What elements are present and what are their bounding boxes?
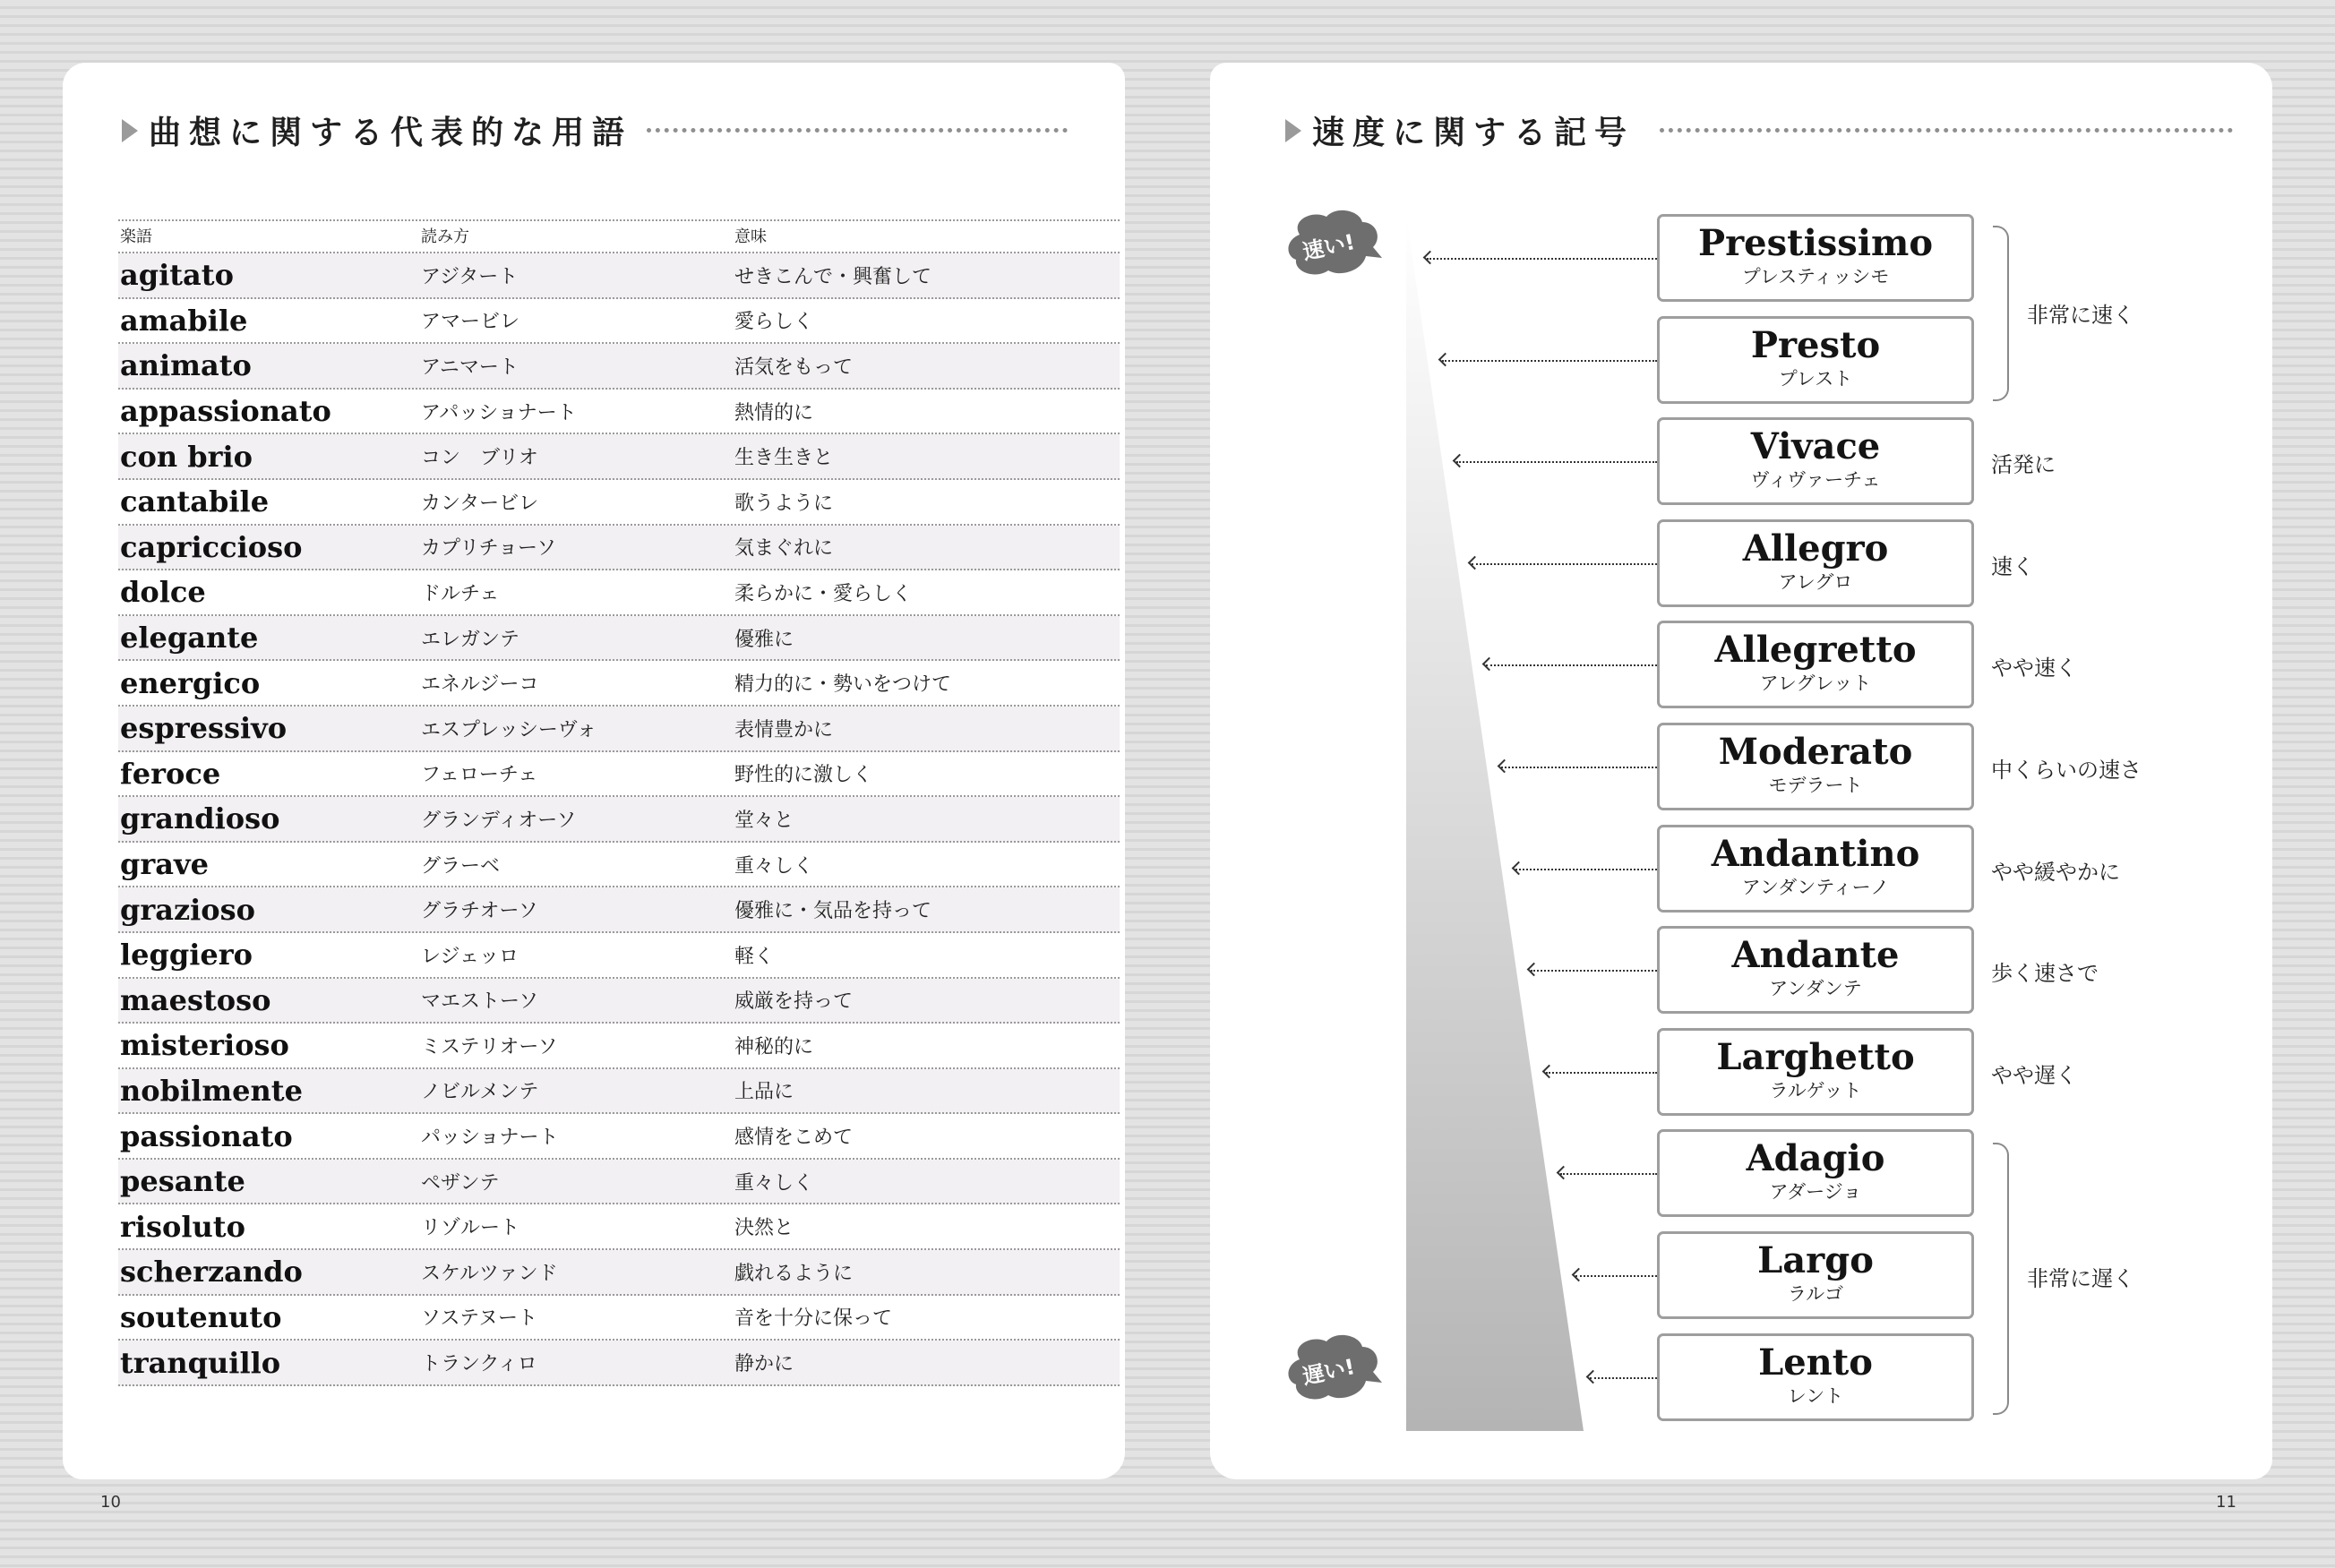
term-reading: エレガンテ [421,628,520,651]
term-name: agitato [120,258,234,293]
term-reading: アマービレ [421,311,520,334]
term-row [118,933,1120,979]
term-meaning: 表情豊かに [734,718,834,741]
term-reading: リゾルート [421,1217,520,1240]
term-row [118,843,1120,888]
term-name: energico [120,665,261,700]
term-meaning: 音を十分に保って [734,1307,893,1331]
term-row [118,1024,1120,1069]
tempo-arrow [1515,869,1657,870]
term-meaning: 活気をもって [734,356,854,379]
fast-bubble [1283,208,1384,279]
tempo-italian: Andantino [1711,832,1920,875]
tempo-arrow [1560,1173,1657,1175]
tempo-kana: ラルゴ [1787,1283,1844,1305]
term-name: espressivo [120,711,288,746]
term-meaning: 神秘的に [734,1035,814,1058]
tempo-kana: アレグレット [1759,673,1872,695]
header-meaning: 意味 [734,227,767,246]
term-name: feroce [120,756,221,791]
terms-table [118,219,1120,1386]
tempo-italian: Presto [1750,323,1881,366]
term-reading: ノビルメンテ [421,1081,539,1104]
tempo-italian: Larghetto [1716,1035,1915,1078]
term-reading: アパッショナート [421,401,577,424]
tempo-meaning: 中くらいの速さ [1991,758,2142,783]
left-title-text: 曲想に関する代表的な用語 [149,115,633,151]
term-row [118,707,1120,752]
term-reading: カプリチョーソ [421,537,557,561]
term-row [118,253,1120,299]
tempo-box [1657,214,1974,302]
tempo-box [1657,723,1974,810]
tempo-italian: Moderato [1718,731,1913,773]
term-row [118,887,1120,933]
left-page [63,63,1125,1479]
term-reading: パッショナート [421,1127,559,1150]
term-name: passionato [120,1118,293,1153]
tempo-meaning: やや速く [1991,655,2077,681]
term-row [118,752,1120,798]
tempo-kana: アンダンテ [1769,978,1862,1000]
tempo-arrow [1501,767,1657,768]
term-meaning: 野性的に激しく [734,764,873,787]
term-row [118,1160,1120,1205]
bracket-slow [1993,1143,2009,1415]
tempo-meaning: 活発に [1991,452,2056,478]
term-name: nobilmente [120,1073,303,1108]
tempo-arrow [1575,1275,1657,1277]
term-meaning: 柔らかに・愛らしく [734,582,913,605]
term-row [118,797,1120,843]
left-section-title [122,107,1068,153]
term-name: grazioso [120,892,255,927]
tempo-arrow [1427,258,1657,260]
term-name: soutenuto [120,1299,282,1334]
term-name: grave [120,847,209,882]
term-name: animato [120,348,252,383]
tempo-arrow [1590,1377,1657,1379]
tempo-italian: Vivace [1750,425,1881,468]
tempo-italian: Allegretto [1714,629,1917,672]
tempo-italian: Adagio [1746,1137,1885,1180]
title-dotted-rule [647,128,1068,133]
term-meaning: 戯れるように [734,1262,854,1285]
term-name: elegante [120,621,259,655]
tempo-kana: アダージョ [1769,1181,1862,1204]
tempo-kana: ヴィヴァーチェ [1750,469,1881,492]
bracket-fast [1993,226,2009,401]
tempo-meaning: やや緩やかに [1991,859,2120,885]
tempo-arrow [1531,970,1657,972]
term-name: dolce [120,575,206,610]
term-meaning: せきこんで・興奮して [734,265,932,288]
tempo-kana: モデラート [1768,775,1863,796]
term-meaning: 重々しく [734,1171,814,1195]
term-row [118,299,1120,345]
group-fast-label: 非常に速く [2027,303,2134,328]
tempo-italian: Prestissimo [1697,222,1934,264]
term-reading: ソステヌート [421,1307,538,1331]
term-meaning: 決然と [734,1217,794,1240]
term-meaning: 堂々と [734,809,794,832]
term-row [118,616,1120,662]
term-reading: マエストーソ [421,990,539,1014]
term-meaning: 優雅に・気品を持って [734,900,932,923]
term-meaning: 熱情的に [734,401,814,424]
tempo-kana: レント [1787,1384,1844,1407]
tempo-box [1657,926,1974,1014]
right-title-text: 速度に関する記号 [1312,115,1635,151]
term-meaning: 愛らしく [734,311,814,334]
term-row [118,1341,1120,1386]
term-name: pesante [120,1164,245,1199]
tempo-arrow [1472,563,1657,565]
term-reading: コン ブリオ [421,447,538,470]
term-meaning: 上品に [734,1081,794,1104]
term-meaning: 歌うように [734,492,834,515]
speed-wedge-shape [1406,215,1584,1431]
page-number-right: 11 [2216,1493,2236,1512]
term-row [118,1069,1120,1115]
term-name: misterioso [120,1028,289,1063]
tempo-italian: Andante [1731,934,1900,977]
term-reading: ドルチェ [421,582,500,605]
term-row [118,661,1120,707]
tempo-box [1657,621,1974,708]
tempo-box [1657,417,1974,505]
tempo-kana: アレグロ [1778,570,1853,593]
term-name: risoluto [120,1209,245,1244]
term-row [118,1296,1120,1341]
slow-bubble [1283,1332,1384,1404]
term-meaning: 気まぐれに [734,537,834,561]
term-row [118,570,1120,616]
term-row [118,390,1120,435]
term-reading: アジタート [421,265,519,288]
term-name: leggiero [120,938,253,973]
term-reading: グラーベ [421,854,501,878]
tempo-box [1657,519,1974,607]
term-row [118,344,1120,390]
page-number-left: 10 [100,1493,121,1512]
term-meaning: 静かに [734,1353,794,1376]
tempo-kana: プレスト [1778,367,1853,390]
tempo-italian: Lento [1758,1341,1873,1384]
term-reading: アニマート [421,356,519,379]
term-name: tranquillo [120,1345,281,1380]
term-meaning: 威厳を持って [734,990,854,1014]
terms-header-row [118,219,1120,253]
term-name: con brio [120,439,253,474]
header-term: 楽語 [120,227,152,246]
tempo-kana: アンダンティーノ [1741,876,1890,898]
term-name: maestoso [120,982,271,1017]
term-row [118,1114,1120,1160]
term-row [118,1204,1120,1250]
tempo-box [1657,1028,1974,1116]
tempo-box [1657,1231,1974,1319]
term-name: grandioso [120,801,280,836]
tempo-arrow [1546,1072,1657,1074]
tempo-arrow [1442,360,1657,362]
triangle-bullet-icon [122,119,138,142]
tempo-box [1657,316,1974,404]
term-meaning: 感情をこめて [734,1127,854,1150]
tempo-arrow [1486,664,1657,666]
term-name: appassionato [120,394,331,429]
term-reading: カンタービレ [421,492,539,515]
term-row [118,979,1120,1024]
term-reading: エネルジーコ [421,673,539,697]
fast-label: 速い! [1300,229,1358,265]
term-name: amabile [120,303,248,338]
term-row [118,1250,1120,1296]
term-meaning: 重々しく [734,854,814,878]
tempo-box [1657,1333,1974,1421]
term-reading: フェローチェ [421,764,538,787]
term-meaning: 優雅に [734,628,794,651]
term-reading: エスプレッシーヴォ [421,718,597,741]
term-meaning: 精力的に・勢いをつけて [734,673,952,697]
term-row [118,434,1120,480]
term-reading: レジェッロ [421,945,519,968]
tempo-italian: Allegro [1742,527,1889,570]
header-reading: 読み方 [421,227,469,246]
term-reading: グランディオーソ [421,809,577,832]
term-reading: ペザンテ [421,1171,500,1195]
term-meaning: 生き生きと [734,447,834,470]
term-meaning: 軽く [734,945,775,968]
term-reading: スケルツァンド [421,1262,558,1285]
tempo-kana: プレスティッシモ [1741,266,1890,287]
tempo-meaning: 歩く速さで [1991,961,2099,987]
tempo-arrow [1456,461,1657,463]
tempo-italian: Largo [1757,1239,1874,1281]
group-slow-label: 非常に遅く [2027,1266,2134,1291]
term-row [118,526,1120,571]
term-reading: トランクィロ [421,1353,537,1376]
right-page [1210,63,2272,1479]
term-name: cantabile [120,484,270,519]
term-reading: ミステリオーソ [421,1035,558,1058]
tempo-meaning: 速く [1991,553,2034,579]
tempo-meaning: やや遅く [1991,1062,2077,1088]
tempo-box [1657,825,1974,913]
term-name: capriccioso [120,529,303,564]
term-row [118,480,1120,526]
term-name: scherzando [120,1255,303,1290]
tempo-box [1657,1129,1974,1217]
slow-label: 遅い! [1300,1354,1358,1390]
tempo-kana: ラルゲット [1769,1079,1862,1101]
term-reading: グラチオーソ [421,900,538,923]
